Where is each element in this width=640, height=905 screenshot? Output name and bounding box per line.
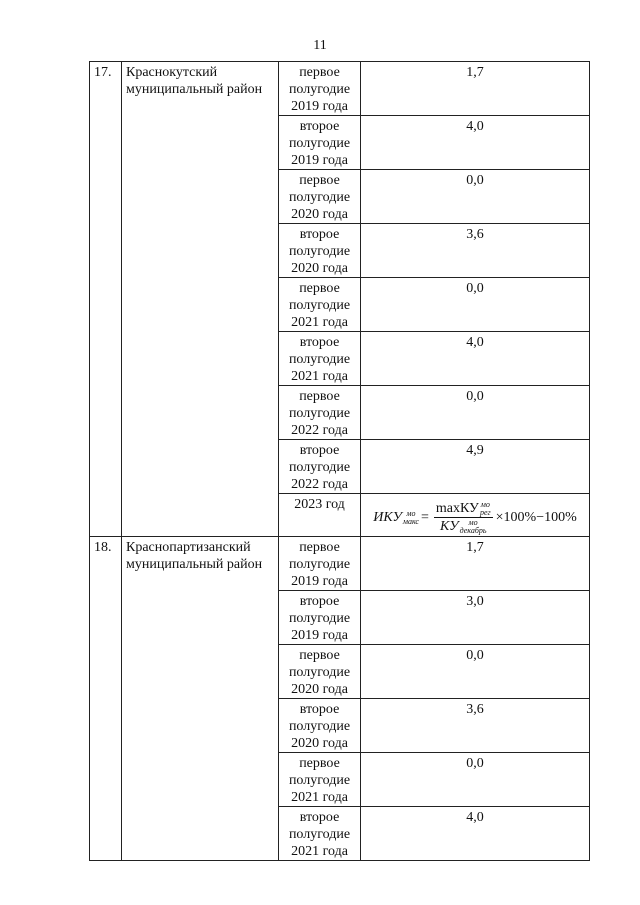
- row-number: 17.: [90, 62, 122, 537]
- formula: [373, 500, 577, 535]
- page-number: 11: [313, 38, 327, 53]
- formula-lhs-sup: мо: [406, 508, 416, 518]
- district-name: Краснокутский муниципальный район: [122, 62, 279, 537]
- value-cell: 3,0: [361, 591, 590, 645]
- formula-lhs-sub: макс: [402, 516, 419, 526]
- value-cell: 0,0: [361, 753, 590, 807]
- period-cell: первое полугодие 2020 года: [279, 170, 361, 224]
- value-cell: 0,0: [361, 170, 590, 224]
- formula-lhs: ИКУ: [373, 510, 402, 525]
- period-cell: первое полугодие 2019 года: [279, 537, 361, 591]
- value-cell: 4,9: [361, 440, 590, 494]
- formula-num-sub: рег: [479, 507, 491, 517]
- value-cell: 4,0: [361, 807, 590, 861]
- formula-numerator: maxКУ: [435, 501, 479, 516]
- value-cell: 1,7: [361, 62, 590, 116]
- period-cell: второе полугодие 2021 года: [279, 807, 361, 861]
- formula-denominator: КУ: [440, 519, 459, 534]
- value-cell: 1,7: [361, 537, 590, 591]
- indicator-table: [89, 61, 590, 861]
- period-cell: первое полугодие 2021 года: [279, 753, 361, 807]
- formula-equals: =: [420, 510, 429, 525]
- period-cell: второе полугодие 2021 года: [279, 332, 361, 386]
- row-number: 18.: [90, 537, 122, 861]
- formula-fraction: [434, 500, 493, 535]
- period-cell: второе полугодие 2020 года: [279, 699, 361, 753]
- formula-tail: ×100%−100%: [495, 510, 577, 525]
- period-cell: первое полугодие 2019 года: [279, 62, 361, 116]
- formula-den-sub: декабрь: [459, 525, 487, 535]
- period-cell: второе полугодие 2020 года: [279, 224, 361, 278]
- period-cell: второе полугодие 2019 года: [279, 591, 361, 645]
- value-cell: 3,6: [361, 699, 590, 753]
- period-cell: 2023 год: [279, 494, 361, 537]
- value-cell: 0,0: [361, 278, 590, 332]
- district-name: Краснопартизанский муниципальный район: [122, 537, 279, 861]
- value-cell: 4,0: [361, 116, 590, 170]
- period-cell: второе полугодие 2022 года: [279, 440, 361, 494]
- value-cell: 0,0: [361, 386, 590, 440]
- value-cell: 0,0: [361, 645, 590, 699]
- period-cell: первое полугодие 2022 года: [279, 386, 361, 440]
- period-cell: второе полугодие 2019 года: [279, 116, 361, 170]
- formula-den-sup: мо: [468, 517, 478, 527]
- formula-num-sup: мо: [480, 499, 490, 509]
- formula-cell: [361, 494, 590, 537]
- period-cell: первое полугодие 2021 года: [279, 278, 361, 332]
- value-cell: 4,0: [361, 332, 590, 386]
- value-cell: 3,6: [361, 224, 590, 278]
- period-cell: первое полугодие 2020 года: [279, 645, 361, 699]
